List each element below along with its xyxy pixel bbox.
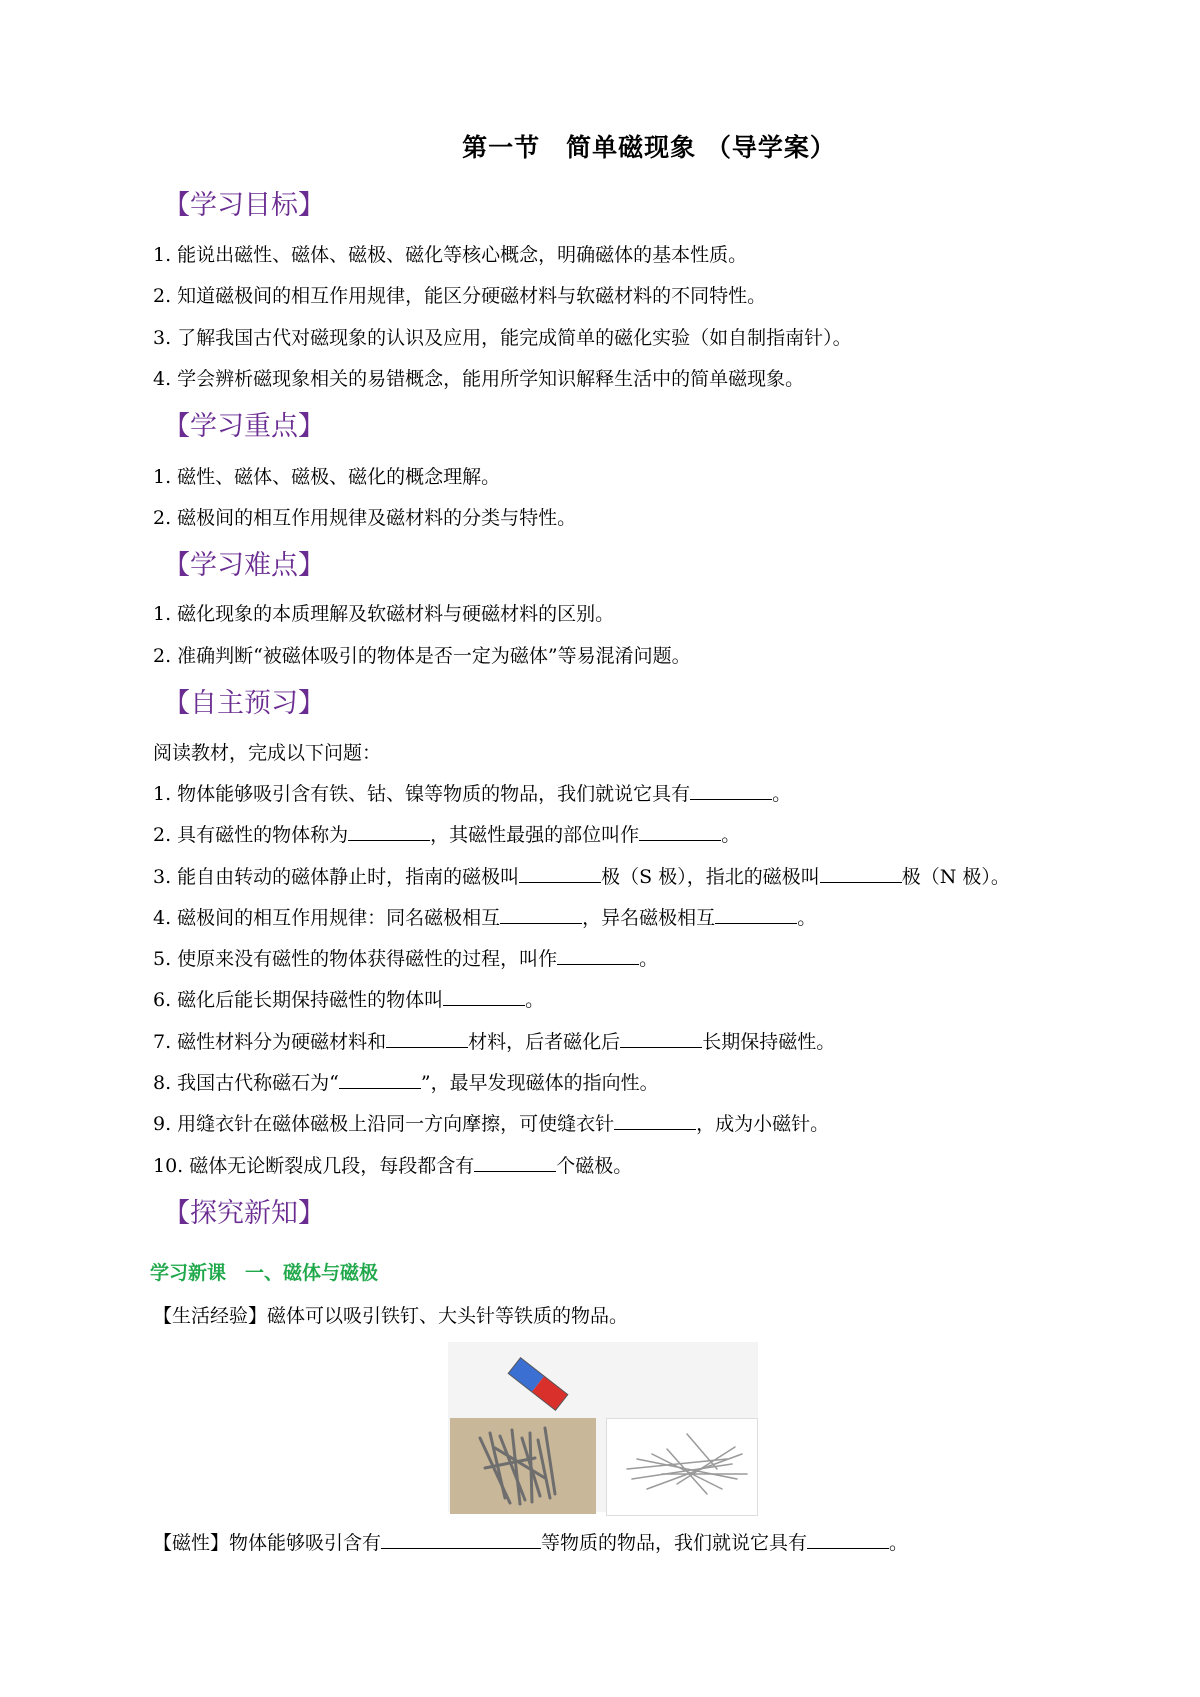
iron-nails-photo [450,1418,596,1514]
preview-question-10: 10. 磁体无论断裂成几段，每段都含有 个磁极。 [153,1155,633,1177]
preview-question-4: 4. 磁极间的相互作用规律：同名磁极相互 ，异名磁极相互 。 [153,907,817,929]
page-title: 第一节 简单磁现象 （导学案） [462,133,836,162]
heading-difficulties: 【学习难点】 [163,550,325,581]
preview-question-5: 5. 使原来没有磁性的物体获得磁性的过程，叫作 。 [153,948,659,970]
answer-blank[interactable] [443,987,525,1006]
answer-blank[interactable] [820,864,902,883]
preview-question-1: 1. 物体能够吸引含有铁、钴、镍等物质的物品，我们就说它具有 。 [153,783,792,805]
goal-item-3: 3. 了解我国古代对磁现象的认识及应用，能完成简单的磁化实验（如自制指南针）。 [153,327,852,349]
key-point-2: 2. 磁极间的相互作用规律及磁材料的分类与特性。 [153,507,577,529]
answer-blank[interactable] [557,946,639,965]
answer-blank[interactable] [639,822,721,841]
answer-blank[interactable] [519,864,601,883]
answer-blank[interactable] [807,1530,889,1549]
key-point-1: 1. 磁性、磁体、磁极、磁化的概念理解。 [153,466,501,488]
answer-blank[interactable] [715,905,797,924]
iron-nails-icon [450,1418,596,1514]
heading-explore: 【探究新知】 [163,1198,325,1229]
goal-item-1: 1. 能说出磁性、磁体、磁极、磁化等核心概念，明确磁体的基本性质。 [153,244,748,266]
preview-question-6: 6. 磁化后能长期保持磁性的物体叫 。 [153,989,545,1011]
preview-question-9: 9. 用缝衣针在磁体磁极上沿同一方向摩擦，可使缝衣针 ，成为小磁针。 [153,1113,830,1135]
preview-question-8: 8. 我国古代称磁石为“ ”，最早发现磁体的指向性。 [153,1072,659,1094]
answer-blank[interactable] [614,1111,696,1130]
preview-question-7: 7. 磁性材料分为硬磁材料和 材料，后者磁化后 长期保持磁性。 [153,1031,836,1053]
goal-item-4: 4. 学会辨析磁现象相关的易错概念，能用所学知识解释生活中的简单磁现象。 [153,368,805,390]
answer-blank[interactable] [381,1530,541,1549]
preview-question-3: 3. 能自由转动的磁体静止时，指南的磁极叫 极（S 极），指北的磁极叫 极（N 极）。 [153,866,1010,888]
lesson-subheading: 学习新课 一、磁体与磁极 [150,1262,379,1284]
preview-question-2: 2. 具有磁性的物体称为 ，其磁性最强的部位叫作 。 [153,824,741,846]
heading-key-points: 【学习重点】 [163,411,325,442]
difficulty-1: 1. 磁化现象的本质理解及软磁材料与硬磁材料的区别。 [153,603,615,625]
answer-blank[interactable] [690,781,772,800]
goal-item-2: 2. 知道磁极间的相互作用规律，能区分硬磁材料与软磁材料的不同特性。 [153,285,767,307]
life-experience-text: 【生活经验】磁体可以吸引铁钉、大头针等铁质的物品。 [153,1305,629,1327]
pins-photo [606,1418,758,1516]
preview-intro: 阅读教材，完成以下问题： [153,742,382,764]
answer-blank[interactable] [474,1153,556,1172]
answer-blank[interactable] [339,1070,421,1089]
answer-blank[interactable] [348,822,430,841]
heading-preview: 【自主预习】 [163,688,325,719]
heading-goals: 【学习目标】 [163,190,325,221]
answer-blank[interactable] [386,1029,468,1048]
answer-blank[interactable] [500,905,582,924]
magnetism-definition: 【磁性】物体能够吸引含有 等物质的物品，我们就说它具有 。 [153,1532,909,1554]
answer-blank[interactable] [620,1029,702,1048]
difficulty-2: 2. 准确判断“被磁体吸引的物体是否一定为磁体”等易混淆问题。 [153,645,691,667]
pins-icon [607,1419,757,1515]
